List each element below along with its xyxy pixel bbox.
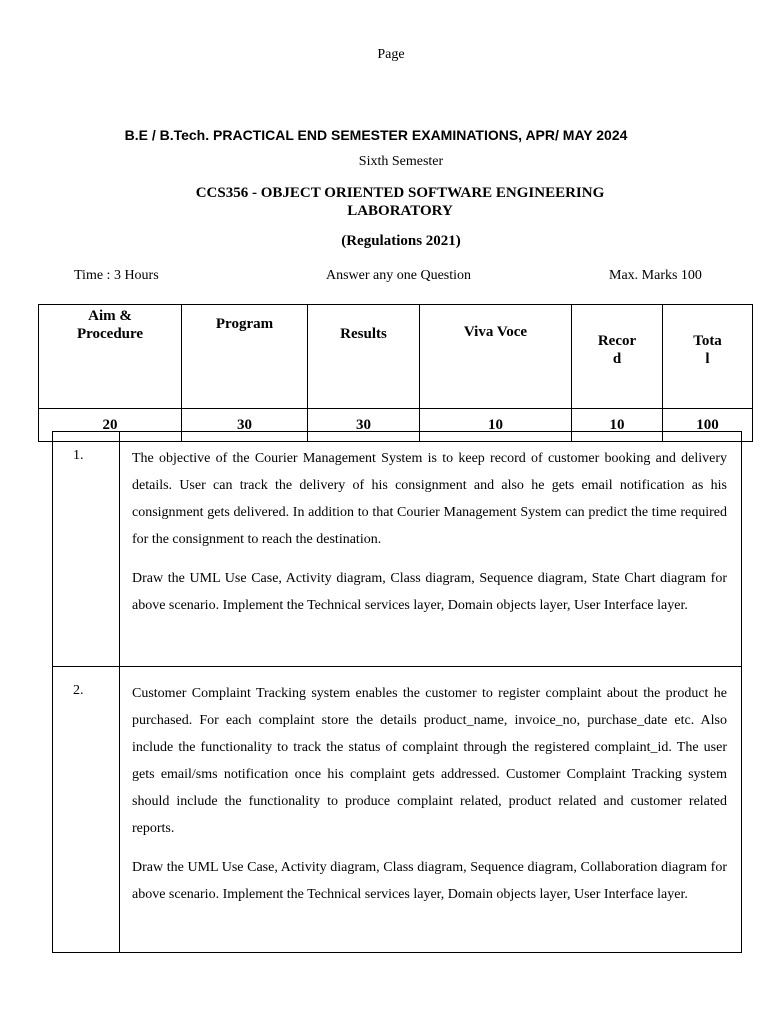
- page-label: Page: [377, 47, 405, 62]
- header-aim-line2: Procedure: [76, 326, 144, 342]
- course-title-line2: LABORATORY: [347, 203, 453, 219]
- header-program-label: Program: [215, 316, 274, 332]
- header-viva-label: Viva Voce: [463, 324, 528, 340]
- header-record-line1: Recor: [597, 333, 637, 349]
- header-results-label: Results: [340, 326, 387, 342]
- header-aim-procedure: [39, 305, 182, 409]
- value-viva-voce: 10: [420, 409, 572, 442]
- question-1: [52, 431, 742, 667]
- value-results: 30: [308, 409, 420, 442]
- header-total: [663, 305, 753, 409]
- value-total: 100: [663, 409, 753, 442]
- semester: Sixth Semester: [358, 154, 444, 169]
- value-record: 10: [572, 409, 663, 442]
- question-number: 2.: [73, 683, 84, 698]
- time-info: Time : 3 Hours: [74, 268, 159, 283]
- question-number-column: [53, 667, 120, 952]
- marks-header-row: [39, 305, 753, 409]
- value-aim-procedure: 20: [39, 409, 182, 442]
- question-paragraph: Customer Complaint Tracking system enables the customer to register complaint about the product he purchased. For each complaint store the details product_name, invoice_no, purchase_date etc. Also include the functionality to track the status of complaint through the registered complaint_id. The user gets email/sms notification once his complaint gets addressed. Customer Complaint Tracking system should include the functionality to produce complaint related, product related and customer related reports.: [132, 686, 727, 836]
- header-results: [308, 305, 420, 409]
- regulations: (Regulations 2021): [341, 233, 461, 249]
- header-aim-line1: Aim &: [88, 308, 132, 324]
- course-title: [150, 184, 650, 220]
- header-total-line2: l: [705, 351, 710, 367]
- question-number: 1.: [73, 448, 84, 463]
- question-paragraph: Draw the UML Use Case, Activity diagram, Class diagram, Sequence diagram, State Chart diagram for above scenario. Implement the Technical services layer, Domain objects layer, User Interface layer.: [132, 571, 727, 613]
- value-program: 30: [182, 409, 308, 442]
- header-record-line2: d: [612, 351, 622, 367]
- question-2: [52, 666, 742, 953]
- max-marks: Max. Marks 100: [609, 268, 702, 283]
- question-text: [132, 680, 727, 920]
- header-program: [182, 305, 308, 409]
- header-total-line1: Tota: [693, 333, 722, 349]
- header-record: [572, 305, 663, 409]
- question-paragraph: Draw the UML Use Case, Activity diagram, Class diagram, Sequence diagram, Collaboration diagram for above scenario. Implement the Technical services layer, Domain objects layer, User Interface layer.: [132, 860, 727, 902]
- exam-title: B.E / B.Tech. PRACTICAL END SEMESTER EXAMINATIONS, APR/ MAY 2024: [124, 127, 628, 143]
- question-number-column: [53, 432, 120, 666]
- marks-table: [38, 304, 753, 442]
- question-text: [132, 445, 727, 631]
- header-viva-voce: [420, 305, 572, 409]
- question-paragraph: The objective of the Courier Management System is to keep record of customer booking and delivery details. User can track the delivery of his consignment and also he gets email notification as his consignment gets delivered. In addition to that Courier Management System can predict the time required for the consignment to reach the destination.: [132, 451, 727, 547]
- instruction: Answer any one Question: [326, 268, 472, 283]
- course-title-line1: CCS356 - OBJECT ORIENTED SOFTWARE ENGINEERING: [195, 185, 605, 201]
